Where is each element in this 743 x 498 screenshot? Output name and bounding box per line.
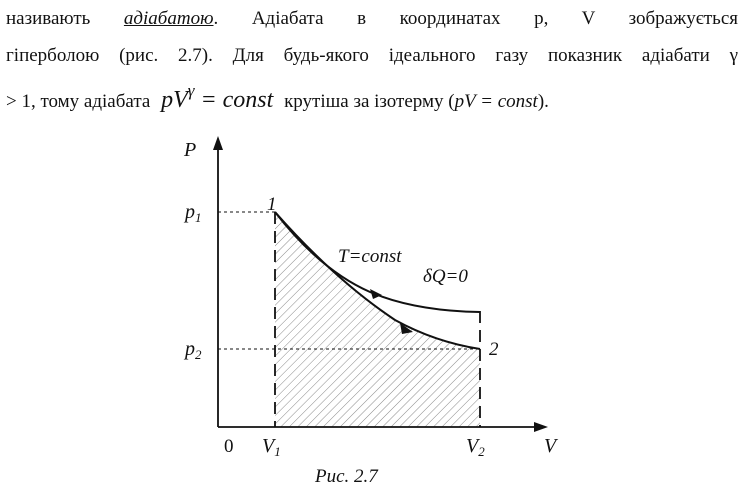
p2-subscript: 2 [195,347,202,362]
v1-label [262,435,281,459]
term-adiabat: адіабатою [123,8,214,29]
axis-y-label: P [184,139,197,161]
p1-label [183,201,202,225]
formula-rest: = const [194,87,274,113]
isotherm-label: T=const [338,246,402,267]
p2-label [183,338,202,362]
paragraph-line-1 [6,0,738,37]
paragraph-line-2: гіперболою (рис. 2.7). Для будь-якого ідеального газу показник адіабати γ [6,45,738,66]
v1-subscript: 1 [274,444,281,459]
text-fragment: ). [537,91,549,112]
point-1-label: 1 [267,194,277,215]
y-axis-arrow-icon [213,136,223,150]
text-fragment: > 1, тому адіабата [6,91,156,112]
p1-symbol: p [185,201,195,223]
v2-symbol: V [466,435,479,457]
p2-symbol: p [185,338,195,360]
isotherm-arrow-icon [370,289,382,299]
adiabat-label: δQ=0 [423,266,468,287]
origin-label: 0 [224,436,234,457]
text-fragment: називають [6,8,124,29]
point-2-label: 2 [489,339,499,360]
formula-base: pV [161,87,188,113]
paragraph [6,0,738,120]
p1-subscript: 1 [195,210,202,225]
paragraph-line-3 [6,74,738,120]
text-fragment: крутіша за ізотерму ( [279,91,455,112]
x-axis-arrow-icon [534,422,548,432]
pv-diagram [170,130,570,493]
adiabat-formula [161,81,274,113]
axis-x-label: V [544,435,557,457]
v2-label [466,435,485,459]
v2-subscript: 2 [478,444,485,459]
formula-exponent: γ [187,81,195,100]
v1-symbol: V [262,435,275,457]
figure-caption: Рис. 2.7 [315,466,378,487]
text-fragment: . Адіабата в координатах p, V зображується [213,8,738,29]
isotherm-formula: pV = const [454,91,538,112]
figure-2-7 [170,130,570,493]
